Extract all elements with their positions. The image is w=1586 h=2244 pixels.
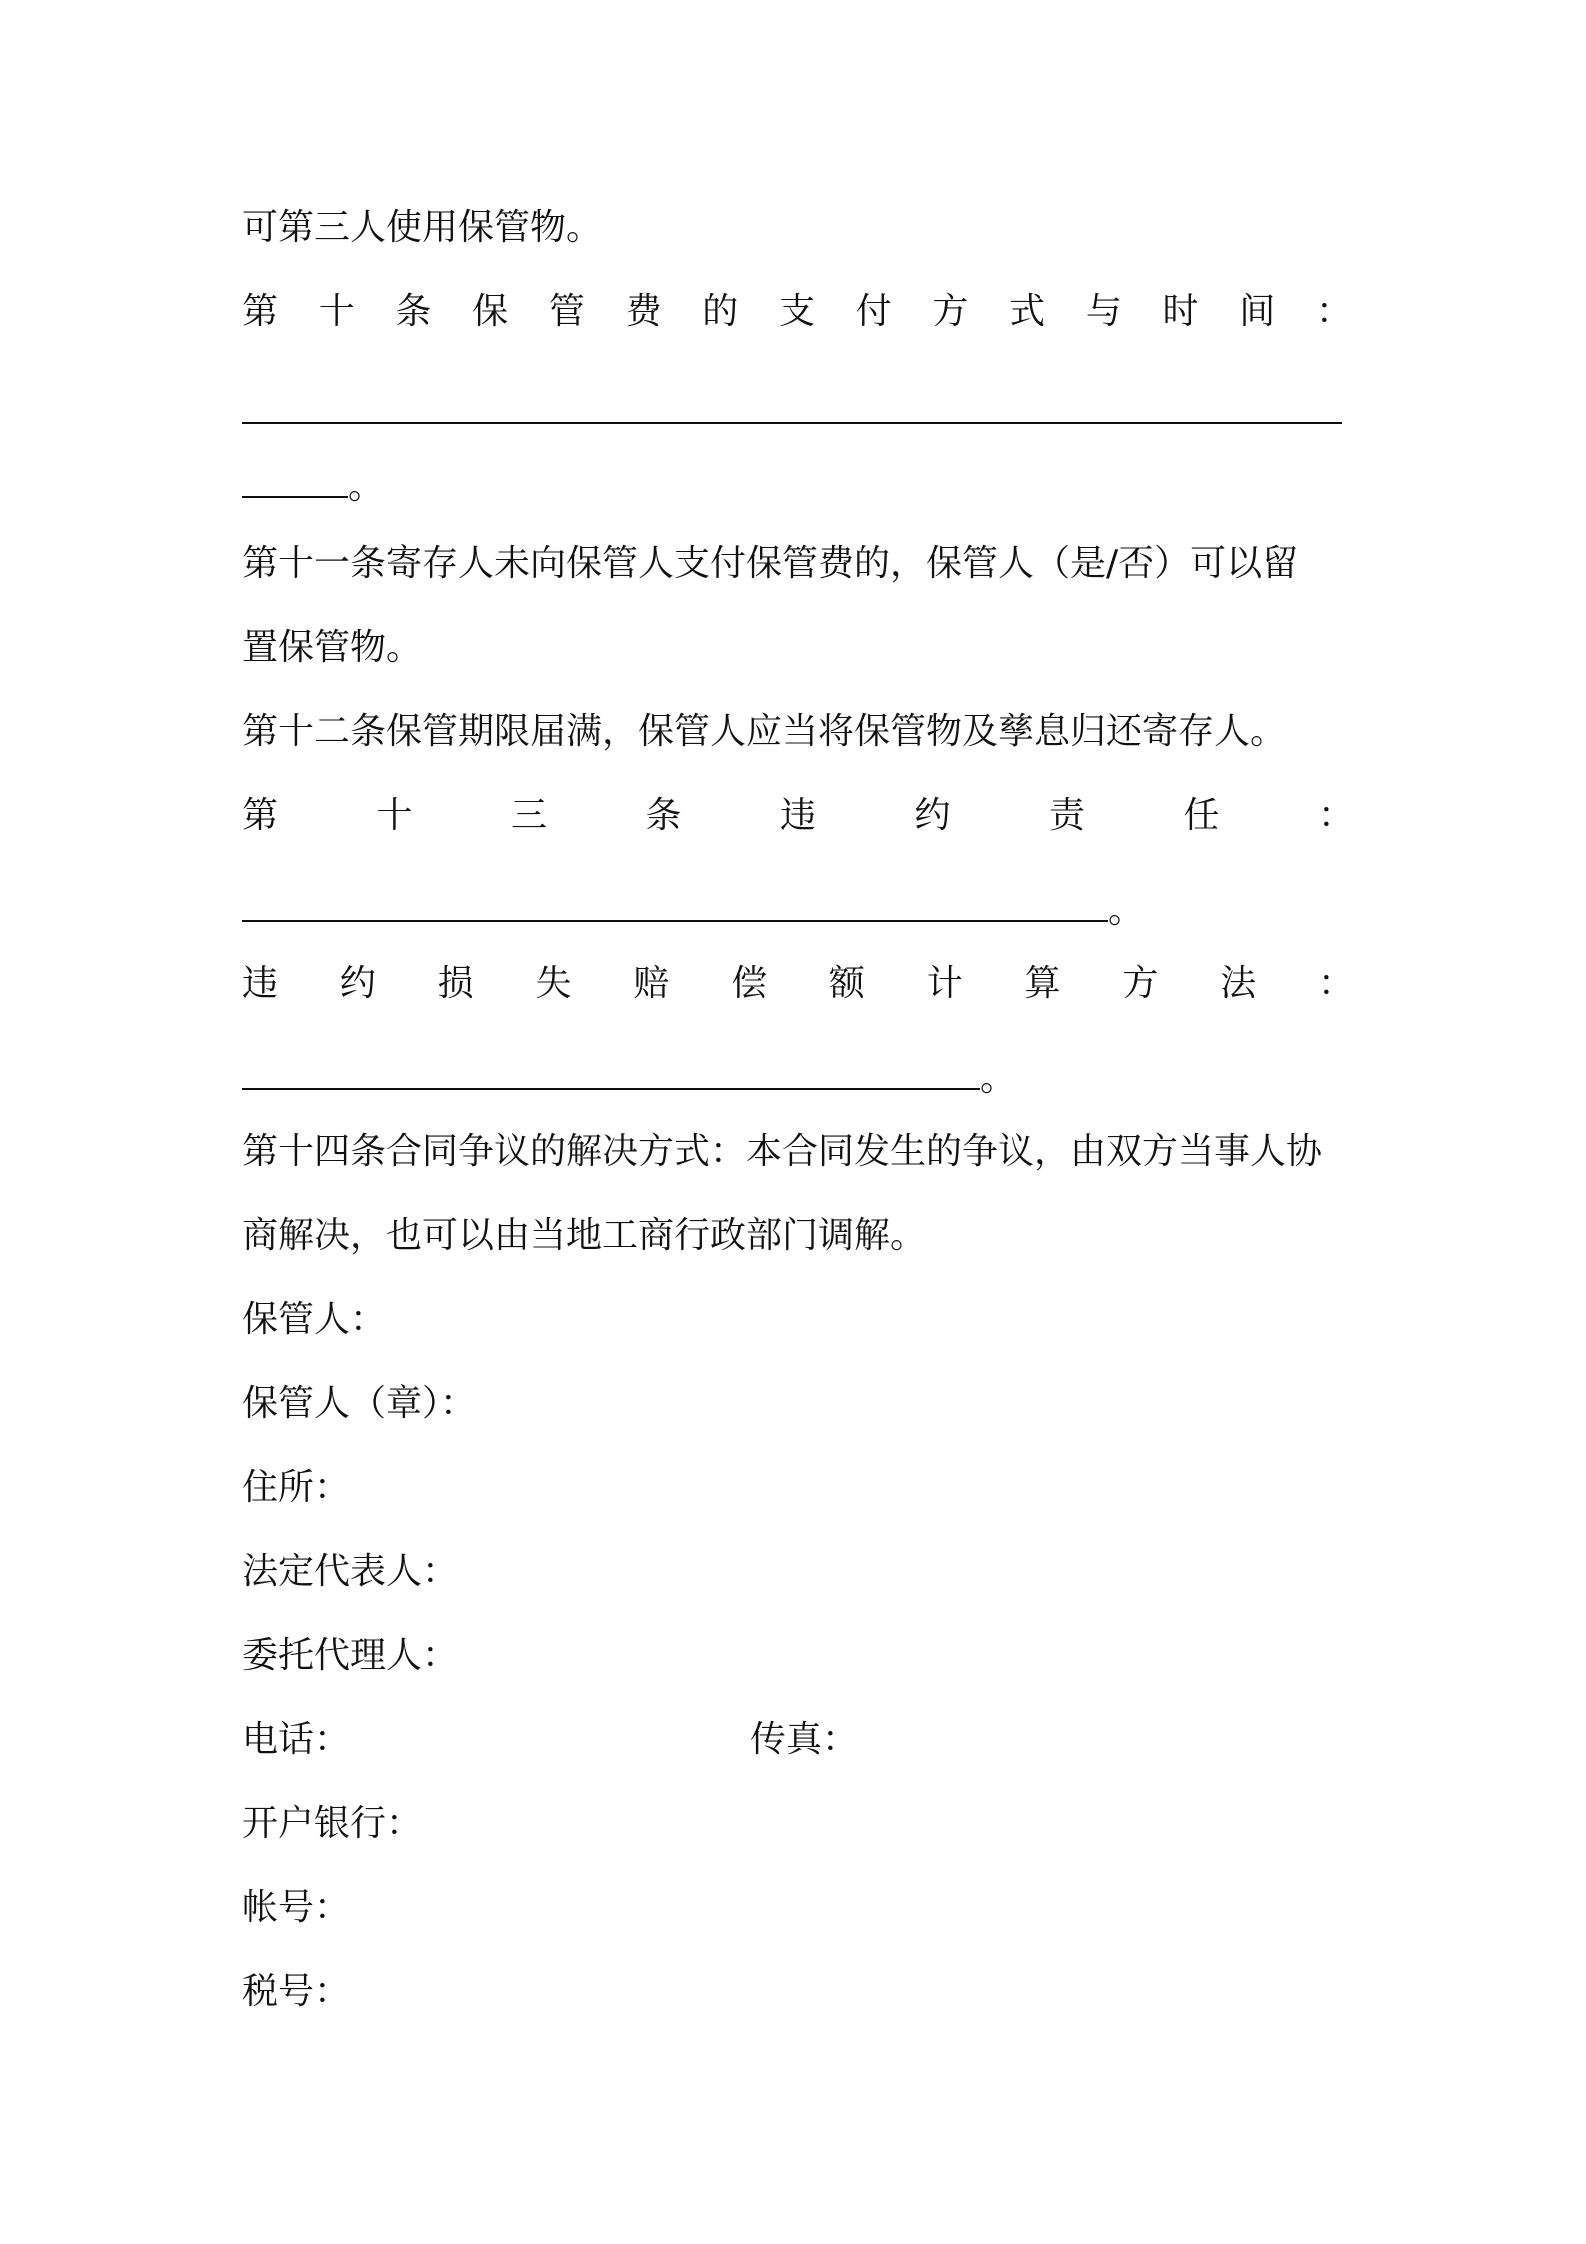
clause-11-line-2: 置保管物。: [242, 627, 423, 668]
fill-in-blank: [242, 422, 1342, 424]
phone-label: 电话：: [242, 1719, 351, 1760]
address-label: 住所：: [242, 1467, 351, 1508]
fill-in-blank: [242, 458, 348, 498]
authorized-agent-label: 委托代理人：: [242, 1635, 459, 1676]
clause-12: 第十二条保管期限届满，保管人应当将保管物及孳息归还寄存人。: [242, 711, 1287, 752]
clause-14-line-2: 商解决，也可以由当地工商行政部门调解。: [242, 1215, 927, 1256]
keeper-label: 保管人：: [242, 1299, 387, 1340]
damages-method-period: 。: [980, 1058, 1017, 1099]
clause-10-period: 。: [348, 466, 385, 507]
bank-label: 开户银行：: [242, 1803, 423, 1844]
clause-9-continuation: 可第三人使用保管物。: [242, 207, 603, 248]
clause-10-blank-end: [242, 458, 1354, 515]
clause-11-line-1: 第十一条寄存人未向保管人支付保管费的，保管人（是/否）可以留: [242, 543, 1299, 584]
clause-13-heading: 第十三条违约责任：: [242, 795, 1354, 836]
clause-13-period: 。: [1108, 890, 1145, 931]
damages-method-blank: [242, 1050, 1354, 1107]
fill-in-blank: [242, 1050, 980, 1090]
damages-method-heading: 违约损失赔偿额计算方法：: [242, 963, 1354, 1004]
legal-representative-label: 法定代表人：: [242, 1551, 459, 1592]
account-number-label: 帐号：: [242, 1887, 351, 1928]
clause-14-line-1: 第十四条合同争议的解决方式：本合同发生的争议，由双方当事人协: [242, 1131, 1323, 1172]
keeper-seal-label: 保管人（章）：: [242, 1383, 477, 1424]
tax-id-label: 税号：: [242, 1971, 351, 2012]
clause-10-heading: 第十条保管费的支付方式与时间：: [242, 291, 1354, 332]
fill-in-blank: [242, 882, 1108, 922]
clause-10-blank-line: [242, 396, 1354, 436]
fax-label: 传真：: [750, 1719, 859, 1760]
clause-13-blank: [242, 882, 1354, 939]
